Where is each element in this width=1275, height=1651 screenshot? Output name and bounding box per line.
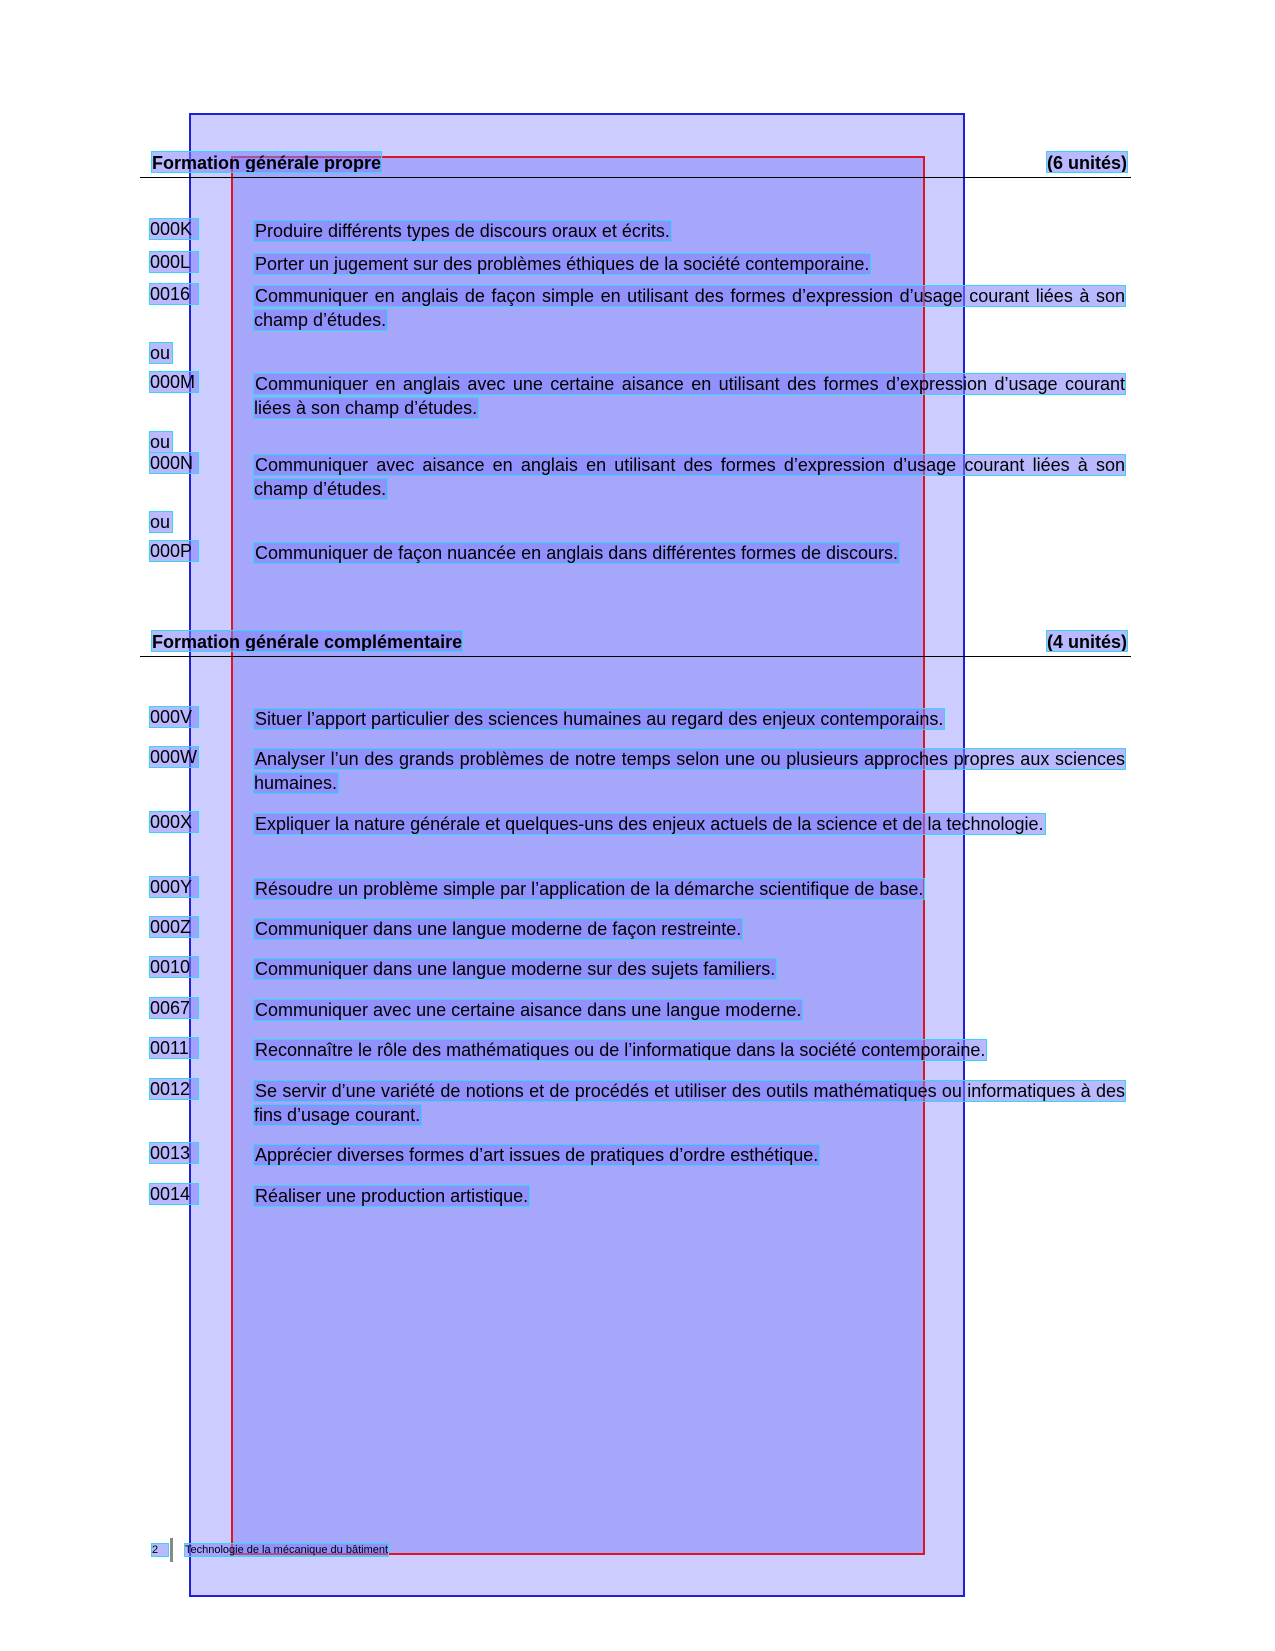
competency-text: Se servir d’une variété de notions et de procédés et utiliser des outils mathématiques ou informatiques à des fins d’usage courant. xyxy=(254,1081,1125,1125)
alternative-separator: ou xyxy=(150,512,171,532)
competency-text: Communiquer dans une langue moderne sur des sujets familiers. xyxy=(255,959,776,979)
competency-text: Communiquer de façon nuancée en anglais dans différentes formes de discours. xyxy=(255,543,899,563)
competency-text: Analyser l’un des grands problèmes de notre temps selon une ou plusieurs approches propres aux sciences humaines. xyxy=(254,749,1125,793)
competency-code: 000M xyxy=(150,372,198,392)
footer-divider xyxy=(170,1538,173,1562)
competency-code: 0011 xyxy=(150,1038,198,1058)
competency-code: 000P xyxy=(150,541,198,561)
competency-text: Produire différents types de discours oraux et écrits. xyxy=(255,221,670,241)
section-title: Formation générale propre xyxy=(152,153,382,173)
competency-code: 000N xyxy=(150,453,198,473)
competency-text: Communiquer en anglais de façon simple en utilisant des formes d’expression d’usage courant liées à son champ d’études. xyxy=(254,286,1125,330)
competency-code: 0014 xyxy=(150,1184,198,1204)
competency-code: 000K xyxy=(150,219,198,239)
footer-document-title: Technologie de la mécanique du bâtiment xyxy=(185,1544,389,1556)
alternative-separator: ou xyxy=(150,432,171,452)
competency-code: 0067 xyxy=(150,998,198,1018)
page-number: 2 xyxy=(152,1544,168,1556)
competency-code: 0012 xyxy=(150,1079,198,1099)
competency-text: Reconnaître le rôle des mathématiques ou de l’informatique dans la société contemporaine. xyxy=(255,1040,986,1060)
competency-code: 0010 xyxy=(150,957,198,977)
section-title: Formation générale complémentaire xyxy=(152,632,463,652)
competency-text: Porter un jugement sur des problèmes éthiques de la société contemporaine. xyxy=(255,254,870,274)
competency-text: Expliquer la nature générale et quelques-uns des enjeux actuels de la science et de la technologie. xyxy=(255,814,1044,834)
section-units: (6 unités) xyxy=(1046,153,1127,173)
competency-text: Communiquer dans une langue moderne de façon restreinte. xyxy=(255,919,742,939)
competency-code: 0013 xyxy=(150,1143,198,1163)
section-header-propre xyxy=(140,152,1131,178)
page-footer xyxy=(152,1543,388,1557)
section-units: (4 unités) xyxy=(1046,632,1127,652)
competency-text: Résoudre un problème simple par l’application de la démarche scientifique de base. xyxy=(255,879,924,899)
alternative-separator: ou xyxy=(150,343,171,363)
section-header-complementaire xyxy=(140,631,1131,657)
competency-code: 000Z xyxy=(150,917,198,937)
competency-text: Réaliser une production artistique. xyxy=(255,1186,529,1206)
competency-code: 000W xyxy=(150,747,198,767)
competency-code: 000X xyxy=(150,812,198,832)
competency-text: Communiquer avec une certaine aisance dans une langue moderne. xyxy=(255,1000,802,1020)
competency-code: 000Y xyxy=(150,877,198,897)
competency-code: 000V xyxy=(150,707,198,727)
competency-code: 000L xyxy=(150,252,198,272)
competency-code: 0016 xyxy=(150,284,198,304)
competency-text: Communiquer en anglais avec une certaine aisance en utilisant des formes d’expression d’usage courant liées à son champ d’études. xyxy=(254,374,1125,418)
competency-text: Situer l’apport particulier des sciences humaines au regard des enjeux contemporains. xyxy=(255,709,944,729)
competency-text: Communiquer avec aisance en anglais en utilisant des formes d’expression d’usage courant liées à son champ d’études. xyxy=(254,455,1125,499)
competency-text: Apprécier diverses formes d’art issues de pratiques d’ordre esthétique. xyxy=(255,1145,819,1165)
